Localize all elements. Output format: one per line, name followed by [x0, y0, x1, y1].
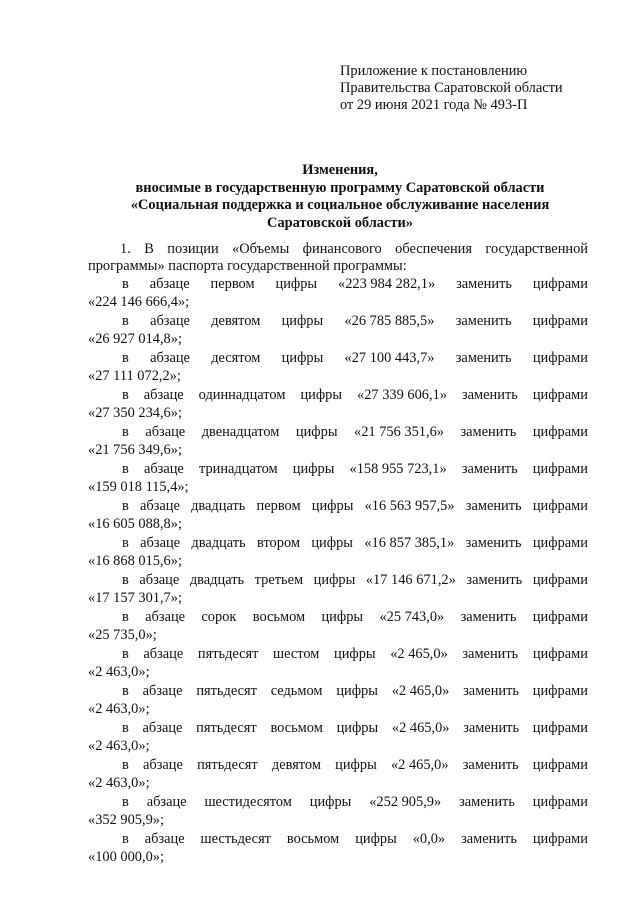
change-item-word: в [122, 683, 129, 699]
change-item-word: цифры [336, 720, 379, 736]
change-item-word: девятом [271, 757, 321, 773]
change-item-word: в [122, 498, 129, 514]
title-line-2: вносимые в государственную программу Саратовской области [135, 179, 545, 196]
change-item-word: «158 955 723,1» [349, 461, 447, 477]
change-item-word: в [122, 313, 129, 329]
change-item-word: «27 339 606,1» [357, 387, 447, 403]
change-item-word: заменить [455, 313, 512, 329]
change-item [88, 794, 588, 829]
change-item-word: заменить [461, 831, 517, 847]
change-item-word: «2 465,0» [390, 757, 449, 773]
change-item-word: цифры [336, 683, 378, 699]
change-items-list [88, 276, 588, 866]
change-item-word: одиннадцатом [198, 387, 286, 403]
change-item-word: «21 756 351,6» [354, 424, 444, 440]
change-item-new-value: «2 463,0»; [88, 775, 150, 791]
change-item-word: цифрами [532, 276, 588, 292]
change-item-word: двенадцатом [201, 424, 280, 440]
change-item-word: «16 563 957,5» [364, 498, 455, 514]
change-item-word: «16 857 385,1» [364, 535, 455, 551]
change-item-word: пятьдесят [197, 646, 259, 662]
change-item [88, 646, 588, 681]
change-item-new-value: «26 927 014,8»; [88, 331, 182, 347]
change-item-word: двадцать [189, 572, 245, 588]
change-item-word: восьмом [286, 831, 340, 847]
change-item-word: абзаце [143, 387, 184, 403]
appendix-line-2: Правительства Саратовской области [340, 80, 563, 96]
change-item-word: заменить [455, 350, 512, 366]
change-item-word: в [122, 535, 129, 551]
change-item-word: в [122, 831, 129, 847]
change-item-word: девятом [211, 313, 261, 329]
title-line-1: Изменения, [302, 162, 378, 178]
change-item-word: цифрами [532, 683, 588, 699]
change-item-line [88, 572, 588, 589]
change-item-word: заменить [463, 720, 520, 736]
change-item-word: заменить [459, 794, 515, 810]
change-item-word: цифрами [532, 720, 588, 736]
change-item-word: цифрами [532, 313, 588, 329]
change-item-line [88, 461, 588, 478]
change-item-word: в [122, 424, 129, 440]
change-item-word: десятом [211, 350, 261, 366]
change-item-word: абзаце [145, 424, 186, 440]
change-item [88, 757, 588, 792]
change-item-word: «0,0» [412, 831, 446, 847]
change-item-line [88, 646, 588, 663]
change-item-word: абзаце [140, 498, 180, 514]
change-item-word: цифры [355, 831, 397, 847]
change-item-word: цифры [300, 387, 343, 403]
change-item-word: «223 984 282,1» [338, 276, 436, 292]
change-item-word: заменить [461, 461, 518, 477]
change-item-new-value: «2 463,0»; [88, 701, 150, 717]
change-item-word: цифры [295, 424, 338, 440]
change-item-word: цифры [311, 498, 354, 514]
change-item-word: цифры [321, 609, 364, 625]
change-item-word: абзаце [145, 609, 186, 625]
change-item-word: цифры [281, 350, 324, 366]
change-item-word: первом [256, 498, 301, 514]
change-item-new-value: «25 735,0»; [88, 627, 157, 643]
change-item-word: «2 465,0» [390, 646, 448, 662]
change-item-word: в [122, 387, 129, 403]
change-item-word: в [122, 276, 129, 292]
change-item-word: «25 743,0» [379, 609, 445, 625]
intro-paragraph: 1. В позиции «Объемы финансового обеспечения государственной программы» паспорта государственной программы: [88, 241, 588, 274]
change-item-word: цифрами [532, 757, 588, 773]
change-item-word: абзаце [143, 461, 184, 477]
change-item-new-value: «352 905,9»; [88, 812, 164, 828]
change-item-word: «17 146 671,2» [365, 572, 456, 588]
title-line-3: «Социальная поддержка и социальное обслуживание населения [130, 197, 550, 213]
change-item [88, 313, 588, 348]
change-item [88, 683, 588, 718]
change-item-word: в [122, 646, 129, 662]
change-item-word: втором [257, 535, 300, 551]
change-item-new-value: «21 756 349,6»; [88, 442, 182, 458]
change-item-word: цифрами [532, 387, 588, 403]
change-item-word: цифры [334, 646, 376, 662]
change-item-word: цифры [292, 461, 335, 477]
change-item-word: заменить [461, 387, 518, 403]
change-item-word: заменить [465, 498, 522, 514]
change-item-new-value: «17 157 301,7»; [88, 590, 182, 606]
change-item-word: цифрами [532, 646, 588, 662]
change-item-word: пятьдесят [196, 683, 257, 699]
change-item-word: в [122, 794, 129, 810]
change-item-word: заменить [465, 535, 522, 551]
change-item-word: цифры [281, 313, 324, 329]
change-item-word: заменить [463, 683, 519, 699]
change-item-word: «27 100 443,7» [344, 350, 435, 366]
document-title [60, 162, 620, 232]
change-item-word: цифрами [532, 831, 588, 847]
change-item-word: шестьдесят [200, 831, 271, 847]
change-item-new-value: «2 463,0»; [88, 664, 150, 680]
change-item-line [88, 609, 588, 626]
change-item-word: абзаце [143, 757, 183, 773]
change-item-word: первом [210, 276, 255, 292]
change-item-word: абзаце [140, 535, 181, 551]
change-item [88, 831, 588, 866]
change-item [88, 609, 588, 644]
change-item-line [88, 276, 588, 293]
change-item [88, 461, 588, 496]
change-item-word: заменить [466, 572, 523, 588]
change-item-word: в [122, 609, 129, 625]
change-item [88, 720, 588, 755]
change-item-line [88, 794, 588, 811]
change-item-word: третьем [254, 572, 304, 588]
change-item-word: абзаце [144, 831, 185, 847]
change-item-word: сорок [201, 609, 237, 625]
change-item-word: цифры [335, 757, 377, 773]
change-item-word: тринадцатом [198, 461, 278, 477]
change-item [88, 572, 588, 607]
change-item-word: восьмом [252, 609, 306, 625]
change-item-word: заменить [456, 276, 512, 292]
change-item-word: цифрами [532, 424, 588, 440]
change-item-word: абзаце [142, 683, 183, 699]
title-line-4: Саратовской области» [267, 214, 413, 231]
change-item-line [88, 350, 588, 367]
change-item [88, 387, 588, 422]
change-item-word: шестом [273, 646, 320, 662]
change-item-word: в [122, 461, 129, 477]
change-item [88, 498, 588, 533]
change-item-word: цифрами [532, 794, 588, 810]
change-item-word: абзаце [139, 572, 180, 588]
change-item-word: пятьдесят [197, 757, 258, 773]
change-item-word: абзаце [146, 794, 187, 810]
change-item-new-value: «100 000,0»; [88, 849, 164, 865]
change-item-line [88, 757, 588, 774]
change-item-word: заменить [462, 646, 519, 662]
change-item-word: двадцать [191, 498, 246, 514]
change-item-word: заменить [460, 609, 517, 625]
appendix-line-1: Приложение к постановлению [340, 63, 528, 79]
change-item-word: в [122, 572, 129, 588]
change-item-line [88, 424, 588, 441]
change-item-new-value: «224 146 666,4»; [88, 294, 190, 310]
change-item-word: цифрами [532, 572, 588, 588]
change-item [88, 276, 588, 311]
change-item [88, 350, 588, 385]
change-item-line [88, 535, 588, 552]
change-item-word: «2 465,0» [391, 720, 450, 736]
change-item-word: цифры [311, 535, 353, 551]
change-item-word: абзаце [149, 276, 190, 292]
change-item-word: «2 465,0» [391, 683, 450, 699]
change-item-word: в [122, 757, 129, 773]
change-item-word: восьмом [270, 720, 323, 736]
change-item-line [88, 313, 588, 330]
change-item-line [88, 831, 588, 848]
change-item-word: «252 905,9» [369, 794, 442, 810]
appendix-header [340, 63, 630, 114]
document-body [88, 241, 588, 866]
change-item-word: «26 785 885,5» [344, 313, 435, 329]
change-item [88, 535, 588, 570]
change-item-new-value: «2 463,0»; [88, 738, 150, 754]
change-item-word: цифрами [532, 535, 588, 551]
change-item-new-value: «159 018 115,4»; [88, 479, 189, 495]
change-item-line [88, 387, 588, 404]
change-item-word: цифрами [532, 498, 588, 514]
change-item-line [88, 683, 588, 700]
change-item-new-value: «27 350 234,6»; [88, 405, 182, 421]
change-item-word: абзаце [150, 313, 190, 329]
change-item-word: пятьдесят [196, 720, 257, 736]
change-item-line [88, 720, 588, 737]
change-item-word: цифрами [532, 609, 588, 625]
change-item-word: цифры [309, 794, 352, 810]
change-item-word: заменить [462, 757, 519, 773]
change-item-word: цифрами [532, 350, 588, 366]
change-item-word: седьмом [270, 683, 323, 699]
change-item [88, 424, 588, 459]
change-item-new-value: «16 605 088,8»; [88, 516, 182, 532]
change-item-word: шестидесятом [204, 794, 292, 810]
change-item-word: абзаце [142, 720, 183, 736]
change-item-new-value: «16 868 015,6»; [88, 553, 182, 569]
appendix-line-3: от 29 июня 2021 года № 493-П [340, 97, 528, 113]
change-item-word: цифрами [532, 461, 588, 477]
change-item-word: цифры [313, 572, 356, 588]
change-item-word: абзаце [143, 646, 184, 662]
change-item-word: двадцать [191, 535, 246, 551]
change-item-word: заменить [460, 424, 517, 440]
change-item-word: в [122, 720, 129, 736]
change-item-word: цифры [275, 276, 318, 292]
change-item-word: в [122, 350, 129, 366]
change-item-word: абзаце [150, 350, 190, 366]
change-item-line [88, 498, 588, 515]
change-item-new-value: «27 111 072,2»; [88, 368, 181, 384]
